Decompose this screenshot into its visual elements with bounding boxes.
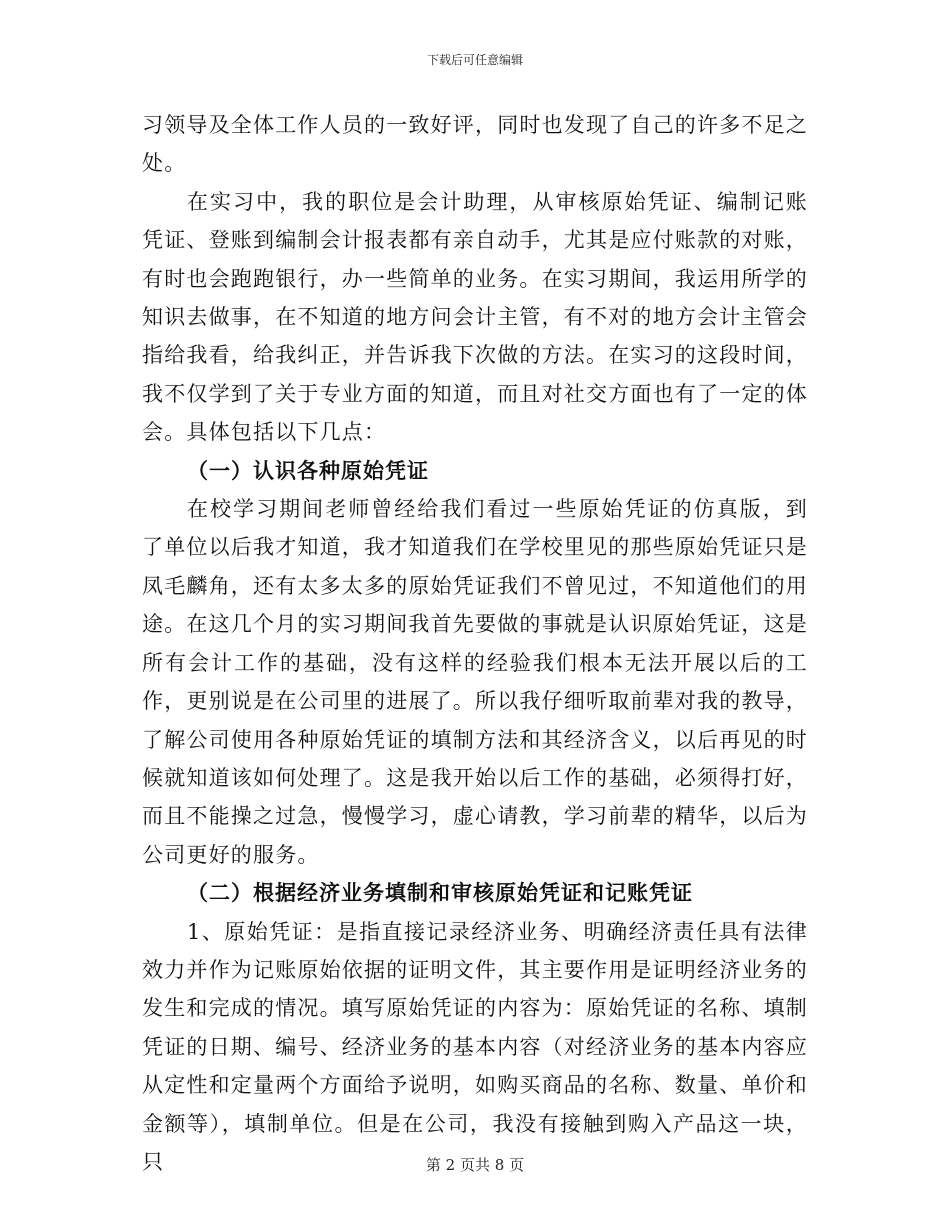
- paragraph-internship-duties: 在实习中，我的职位是会计助理，从审核原始凭证、编制记账凭证、登账到编制会计报表都有亲自动手，尤其是应付账款的对账，有时也会跑跑银行，办一些简单的业务。在实习期间，我运用所学的知识去做事，在不知道的地方问会计主管，有不对的地方会计主管会指给我看，给我纠正，并告诉我下次做的方法。在实习的这段时间，我不仅学到了关于专业方面的知道，而且对社交方面也有了一定的体会。具体包括以下几点：: [142, 189, 808, 445]
- page-header: 下载后可任意编辑: [426, 53, 523, 67]
- paragraph-continuation: 习领导及全体工作人员的一致好评，同时也发现了自己的许多不足之处。: [142, 113, 808, 176]
- document-body: [142, 106, 808, 1181]
- section-heading-2: （二）根据经济业务填制和审核原始凭证和记账凭证: [187, 880, 693, 906]
- paragraph-original-vouchers: 在校学习期间老师曾经给我们看过一些原始凭证的仿真版，到了单位以后我才知道，我才知道我们在学校里见的那些原始凭证只是凤毛麟角，还有太多太多的原始凭证我们不曾见过，不知道他们的用途。在这几个月的实习期间我首先要做的事就是认识原始凭证，这是所有会计工作的基础，没有这样的经验我们根本无法开展以后的工作，更别说是在公司里的进展了。所以我仔细听取前辈对我的教导，了解公司使用各种原始凭证的填制方法和其经济含义，以后再见的时候就知道该如何处理了。这是我开始以后工作的基础，必须得打好，而且不能操之过急，慢慢学习，虚心请教，学习前辈的精华，以后为公司更好的服务。: [142, 497, 808, 867]
- page-number-footer: 第 2 页共 8 页: [425, 1156, 525, 1174]
- paragraph-voucher-definition: 1、原始凭证：是指直接记录经济业务、明确经济责任具有法律效力并作为记账原始依据的证明文件，其主要作用是证明经济业务的发生和完成的情况。填写原始凭证的内容为：原始凭证的名称、填制凭证的日期、编号、经济业务的基本内容（对经济业务的基本内容应从定性和定量两个方面给予说明，如购买商品的名称、数量、单价和金额等），填制单位。但是在公司，我没有接触到购入产品这一块，只: [142, 919, 808, 1174]
- section-heading-1: （一）认识各种原始凭证: [187, 457, 429, 483]
